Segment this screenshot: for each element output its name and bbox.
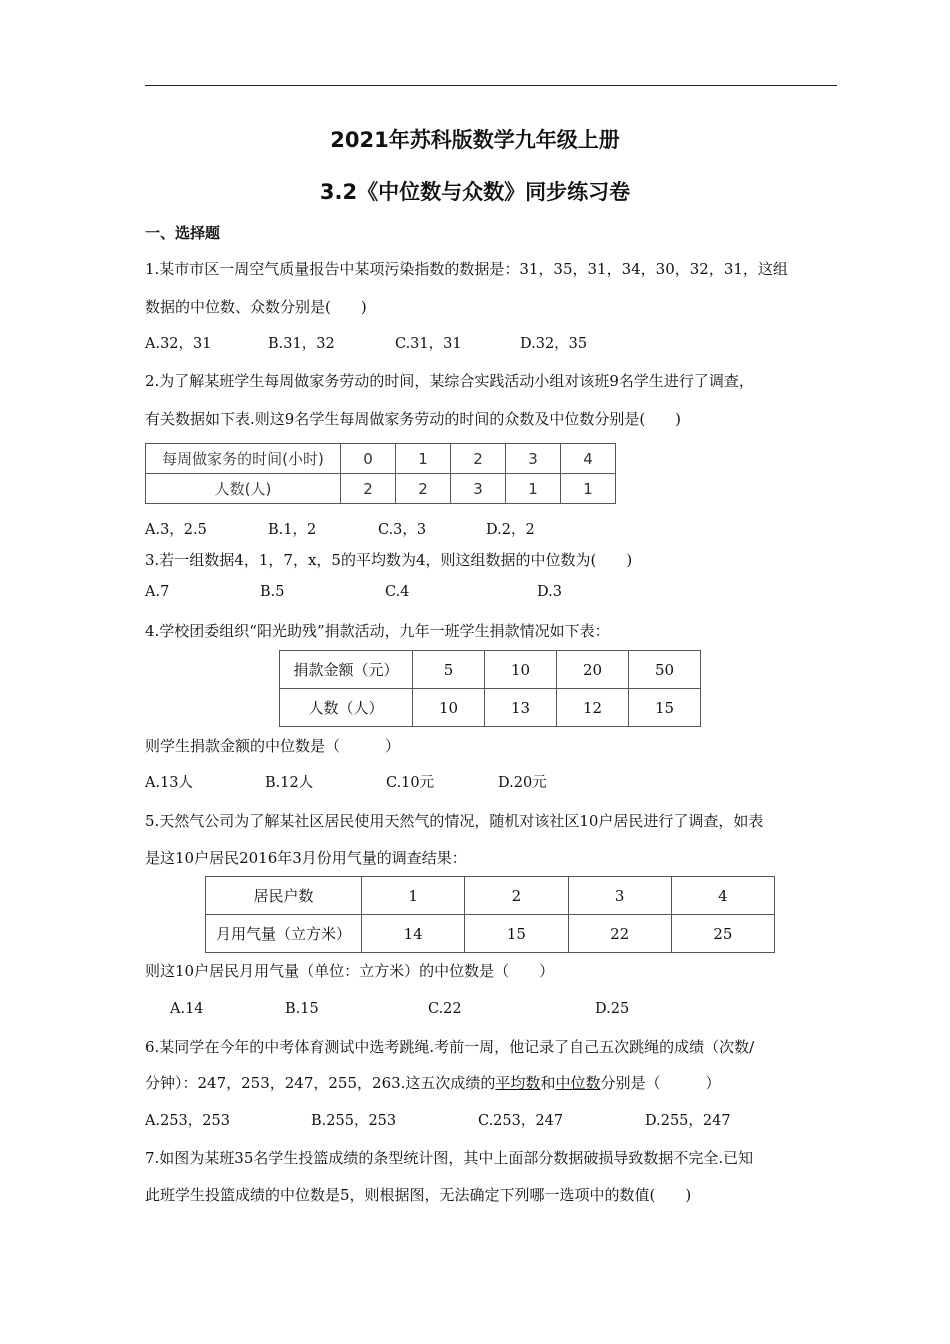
q4-stem-line2: 则学生捐款金额的中位数是（ ） — [145, 737, 401, 755]
q6-stem-line1: 6.某同学在今年的中考体育测试中选考跳绳.考前一周，他记录了自己五次跳绳的成绩（次数/ — [145, 1038, 755, 1056]
q5-option-b: B.15 — [285, 1001, 319, 1017]
q4-option-a: A.13人 — [145, 775, 194, 791]
table-cell: 4 — [561, 444, 616, 474]
table-cell: 月用气量（立方米） — [206, 915, 362, 953]
q6-text-c: 分别是（ ） — [600, 1074, 721, 1092]
q5-stem-line2: 是这10户居民2016年3月份用气量的调查结果： — [145, 849, 467, 867]
section-heading: 一、选择题 — [145, 224, 221, 242]
q5-stem-line1: 5.天然气公司为了解某社区居民使用天然气的情况，随机对该社区10户居民进行了调查，如表 — [145, 812, 764, 830]
q6-option-a: A.253，253 — [145, 1113, 230, 1129]
table-cell: 人数（人） — [280, 689, 413, 727]
q4-option-b: B.12人 — [265, 775, 314, 791]
q1-option-a: A.32，31 — [145, 336, 212, 352]
q2-stem-line1: 2.为了解某班学生每周做家务劳动的时间，某综合实践活动小组对该班9名学生进行了调查， — [145, 372, 754, 390]
table-cell: 2 — [396, 474, 451, 504]
table-row — [280, 651, 701, 689]
q6-option-c: C.253，247 — [478, 1113, 564, 1129]
table-cell: 20 — [557, 651, 629, 689]
table-cell: 22 — [568, 915, 671, 953]
header-rule — [145, 85, 837, 86]
q6-underlined-mean: 平均数 — [495, 1074, 541, 1092]
q4-option-d: D.20元 — [498, 775, 547, 791]
table-cell: 2 — [341, 474, 396, 504]
document-subtitle: 3.2《中位数与众数》同步练习卷 — [319, 180, 631, 204]
q2-option-a: A.3，2.5 — [145, 522, 207, 538]
table-cell: 12 — [557, 689, 629, 727]
q4-table — [279, 650, 701, 727]
q2-option-d: D.2，2 — [486, 522, 535, 538]
q1-stem-line1: 1.某市市区一周空气质量报告中某项污染指数的数据是：31，35，31，34，30，32，31，这组 — [145, 260, 788, 278]
table-cell: 13 — [485, 689, 557, 727]
table-cell: 3 — [568, 877, 671, 915]
table-row — [146, 444, 616, 474]
table-cell: 3 — [451, 474, 506, 504]
table-cell: 14 — [362, 915, 465, 953]
document-title: 2021年苏科版数学九年级上册 — [330, 128, 620, 152]
q5-option-c: C.22 — [428, 1001, 462, 1017]
q6-text-b: 和 — [540, 1074, 556, 1092]
q1-option-b: B.31，32 — [268, 336, 335, 352]
q1-option-d: D.32，35 — [520, 336, 588, 352]
q5-table — [205, 876, 775, 953]
table-cell: 1 — [561, 474, 616, 504]
q5-stem-line3: 则这10户居民月用气量（单位：立方米）的中位数是（ ） — [145, 962, 555, 980]
q6-underlined-median: 中位数 — [555, 1074, 601, 1092]
q2-table — [145, 443, 616, 504]
q5-option-d: D.25 — [595, 1001, 630, 1017]
q6-option-d: D.255，247 — [645, 1113, 731, 1129]
table-cell: 1 — [362, 877, 465, 915]
q1-stem-line2: 数据的中位数、众数分别是( ) — [145, 298, 367, 316]
q3-option-c: C.4 — [385, 584, 410, 600]
table-cell: 2 — [451, 444, 506, 474]
q2-option-c: C.3，3 — [378, 522, 427, 538]
table-cell: 10 — [413, 689, 485, 727]
q3-stem: 3.若一组数据4，1，7，x，5的平均数为4，则这组数据的中位数为( ) — [145, 551, 633, 569]
q1-option-c: C.31，31 — [395, 336, 462, 352]
q3-option-a: A.7 — [145, 584, 170, 600]
q2-option-b: B.1，2 — [268, 522, 317, 538]
q3-option-d: D.3 — [537, 584, 562, 600]
table-cell: 4 — [671, 877, 774, 915]
table-cell: 1 — [506, 474, 561, 504]
table-row — [280, 689, 701, 727]
table-row — [206, 915, 775, 953]
table-cell: 人数(人) — [146, 474, 341, 504]
table-cell: 2 — [465, 877, 568, 915]
table-cell: 捐款金额（元） — [280, 651, 413, 689]
table-cell: 50 — [629, 651, 701, 689]
table-cell: 居民户数 — [206, 877, 362, 915]
table-row — [146, 474, 616, 504]
table-cell: 10 — [485, 651, 557, 689]
q4-stem-line1: 4.学校团委组织“阳光助残”捐款活动，九年一班学生捐款情况如下表： — [145, 622, 610, 640]
table-cell: 0 — [341, 444, 396, 474]
q2-stem-line2: 有关数据如下表.则这9名学生每周做家务劳动的时间的众数及中位数分别是( ) — [145, 410, 682, 428]
table-row — [206, 877, 775, 915]
q4-option-c: C.10元 — [386, 775, 435, 791]
table-cell: 25 — [671, 915, 774, 953]
table-cell: 15 — [629, 689, 701, 727]
table-cell: 每周做家务的时间(小时) — [146, 444, 341, 474]
table-cell: 3 — [506, 444, 561, 474]
q7-stem-line1: 7.如图为某班35名学生投篮成绩的条型统计图，其中上面部分数据破损导致数据不完全.已知 — [145, 1149, 754, 1167]
q7-stem-line2: 此班学生投篮成绩的中位数是5，则根据图，无法确定下列哪一选项中的数值( ) — [145, 1186, 692, 1204]
q6-stem-line2 — [145, 1073, 720, 1093]
q3-option-b: B.5 — [260, 584, 285, 600]
table-cell: 15 — [465, 915, 568, 953]
table-cell: 1 — [396, 444, 451, 474]
q6-option-b: B.255，253 — [311, 1113, 397, 1129]
q6-text-a: 分钟）：247，253，247，255，263.这五次成绩的 — [145, 1074, 496, 1092]
q5-option-a: A.14 — [170, 1001, 204, 1017]
table-cell: 5 — [413, 651, 485, 689]
